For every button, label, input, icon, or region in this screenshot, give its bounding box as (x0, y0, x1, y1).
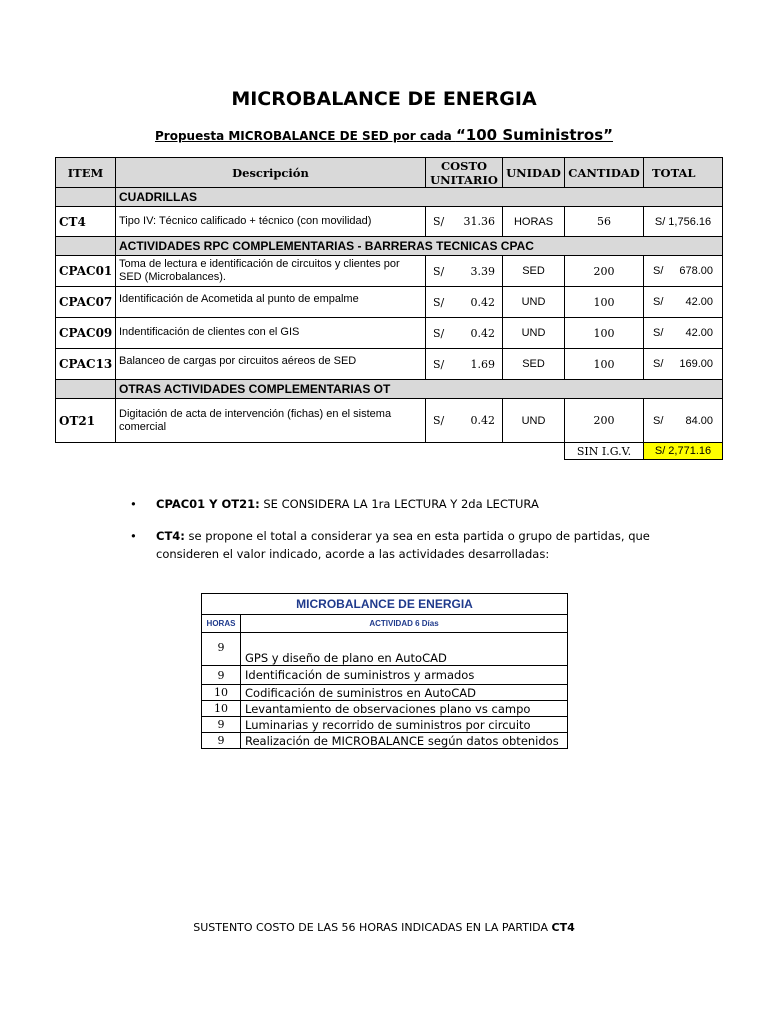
unit-cost-amount: 1.69 (470, 357, 495, 371)
row-total-amount: 42.00 (685, 327, 713, 339)
subtitle-prefix: Propuesta MICROBALANCE DE SED por cada (154, 129, 456, 143)
col-header-costo-line1: COSTO (440, 158, 488, 173)
activity-hours: 9 (202, 633, 241, 666)
col-header-costo (426, 158, 503, 188)
row-total-amount: 42.00 (685, 296, 713, 308)
quantity: 100 (565, 318, 644, 349)
unit-cost-amount: 31.36 (463, 215, 495, 228)
quantity: 100 (565, 287, 644, 318)
notes-list (130, 495, 690, 577)
note-key: CT4: (156, 529, 185, 543)
note-item (130, 527, 690, 563)
item-code: CPAC01 (56, 256, 116, 287)
row-total-currency: S/ (653, 327, 664, 339)
section-label: OTRAS ACTIVIDADES COMPLEMENTARIAS OT (116, 380, 723, 399)
activity-row (202, 733, 568, 749)
activity-name: Levantamiento de observaciones plano vs campo (241, 701, 568, 717)
activity-name: GPS y diseño de plano en AutoCAD (241, 633, 568, 666)
activity-row (202, 666, 568, 685)
page-subtitle (0, 126, 768, 144)
section-spacer (56, 188, 116, 207)
activity-hours: 10 (202, 701, 241, 717)
activity-row (202, 717, 568, 733)
col-header-descripcion: Descripción (116, 158, 426, 188)
unit-cost-currency: S/ (433, 414, 445, 427)
item-description: Indentificación de clientes con el GIS (116, 318, 426, 349)
activity-name: Identificación de suministros y armados (241, 666, 568, 685)
col-header-cantidad: CANTIDAD (565, 158, 644, 188)
activity-hours: 9 (202, 733, 241, 749)
unit-cost (426, 256, 503, 287)
col-header-actividad: ACTIVIDAD 6 Días (241, 615, 568, 633)
table-row (56, 349, 723, 380)
col-header-item: ITEM (56, 158, 116, 188)
note-text: se propone el total a considerar ya sea en esta partida o grupo de partidas, que consideren el valor indicado, acorde a las actividades desarrolladas: (156, 529, 650, 561)
budget-header-row (56, 158, 723, 188)
totals-row (56, 443, 723, 460)
activity-hours: 10 (202, 685, 241, 701)
quantity: 100 (565, 349, 644, 380)
row-total-amount: 169.00 (679, 358, 713, 370)
unit-cost (426, 399, 503, 443)
quantity: 200 (565, 399, 644, 443)
note-item (130, 495, 690, 513)
note-key: CPAC01 Y OT21: (156, 497, 260, 511)
row-total-currency: S/ (653, 296, 664, 308)
unit-cost-amount: 3.39 (470, 264, 495, 278)
row-total-currency: S/ (653, 414, 664, 427)
table-row (56, 318, 723, 349)
row-total-currency: S/ (653, 358, 664, 370)
table-row (56, 207, 723, 237)
unit: SED (503, 349, 565, 380)
activity-hours: 9 (202, 666, 241, 685)
table-row (56, 399, 723, 443)
section-spacer (56, 380, 116, 399)
totals-label: SIN I.G.V. (565, 443, 644, 460)
activity-table (201, 593, 568, 749)
row-total (644, 256, 723, 287)
bullet-icon: • (130, 529, 137, 543)
row-total: S/ 1,756.16 (644, 207, 723, 237)
unit-cost-amount: 0.42 (470, 326, 495, 340)
item-code: OT21 (56, 399, 116, 443)
item-description: Digitación de acta de intervención (fichas) en el sistema comercial (116, 399, 426, 443)
item-description: Tipo IV: Técnico calificado + técnico (con movilidad) (116, 207, 426, 237)
activity-row (202, 685, 568, 701)
unit-cost-currency: S/ (433, 357, 445, 371)
unit: HORAS (503, 207, 565, 237)
row-total (644, 399, 723, 443)
unit-cost-currency: S/ (433, 295, 445, 309)
item-description: Identificación de Acometida al punto de empalme (116, 287, 426, 318)
totals-spacer (56, 443, 565, 460)
bullet-icon: • (130, 497, 137, 511)
unit-cost (426, 287, 503, 318)
unit: UND (503, 287, 565, 318)
activity-table-title: MICROBALANCE DE ENERGIA (202, 594, 568, 615)
quantity: 200 (565, 256, 644, 287)
unit-cost-amount: 0.42 (470, 414, 495, 427)
unit: SED (503, 256, 565, 287)
activity-title-row (202, 594, 568, 615)
col-header-horas: HORAS (202, 615, 241, 633)
section-label: ACTIVIDADES RPC COMPLEMENTARIAS - BARRERAS TECNICAS CPAC (116, 237, 723, 256)
grand-total: S/ 2,771.16 (644, 443, 723, 460)
section-label: CUADRILLAS (116, 188, 723, 207)
unit-cost-amount: 0.42 (470, 295, 495, 309)
footer-note-text: SUSTENTO COSTO DE LAS 56 HORAS INDICADAS EN LA PARTIDA (193, 921, 552, 934)
item-description: Balanceo de cargas por circuitos aéreos de SED (116, 349, 426, 380)
col-header-costo-line2: UNITARIO (430, 172, 498, 187)
activity-row (202, 701, 568, 717)
item-code: CT4 (56, 207, 116, 237)
activity-header-row (202, 615, 568, 633)
unit-cost-currency: S/ (433, 215, 445, 228)
col-header-total: TOTAL (644, 158, 723, 188)
budget-table (55, 157, 723, 460)
unit-cost-currency: S/ (433, 264, 445, 278)
row-total-amount: 84.00 (685, 414, 713, 427)
unit-cost-currency: S/ (433, 326, 445, 340)
quantity: 56 (565, 207, 644, 237)
row-total (644, 287, 723, 318)
row-total-currency: S/ (653, 265, 664, 277)
note-text: SE CONSIDERA LA 1ra LECTURA Y 2da LECTURA (259, 497, 539, 511)
item-description: Toma de lectura e identificación de circuitos y clientes por SED (Microbalances). (116, 256, 426, 287)
section-spacer (56, 237, 116, 256)
unit: UND (503, 318, 565, 349)
unit-cost (426, 349, 503, 380)
activity-name: Codificación de suministros en AutoCAD (241, 685, 568, 701)
activity-name: Realización de MICROBALANCE según datos obtenidos (241, 733, 568, 749)
activity-name: Luminarias y recorrido de suministros por circuito (241, 717, 568, 733)
section-row (56, 380, 723, 399)
section-row (56, 237, 723, 256)
row-total (644, 318, 723, 349)
unit-cost (426, 207, 503, 237)
section-row (56, 188, 723, 207)
table-row (56, 256, 723, 287)
item-code: CPAC13 (56, 349, 116, 380)
unit-cost (426, 318, 503, 349)
item-code: CPAC09 (56, 318, 116, 349)
item-code: CPAC07 (56, 287, 116, 318)
row-total-amount: 678.00 (679, 265, 713, 277)
activity-hours: 9 (202, 717, 241, 733)
unit: UND (503, 399, 565, 443)
table-row (56, 287, 723, 318)
page-title: MICROBALANCE DE ENERGIA (231, 88, 537, 110)
footer-note-bold: CT4 (551, 921, 575, 934)
col-header-unidad: UNIDAD (503, 158, 565, 188)
footer-note (0, 921, 768, 934)
row-total (644, 349, 723, 380)
activity-row (202, 633, 568, 666)
subtitle-emphasis: “100 Suministros” (455, 126, 613, 144)
